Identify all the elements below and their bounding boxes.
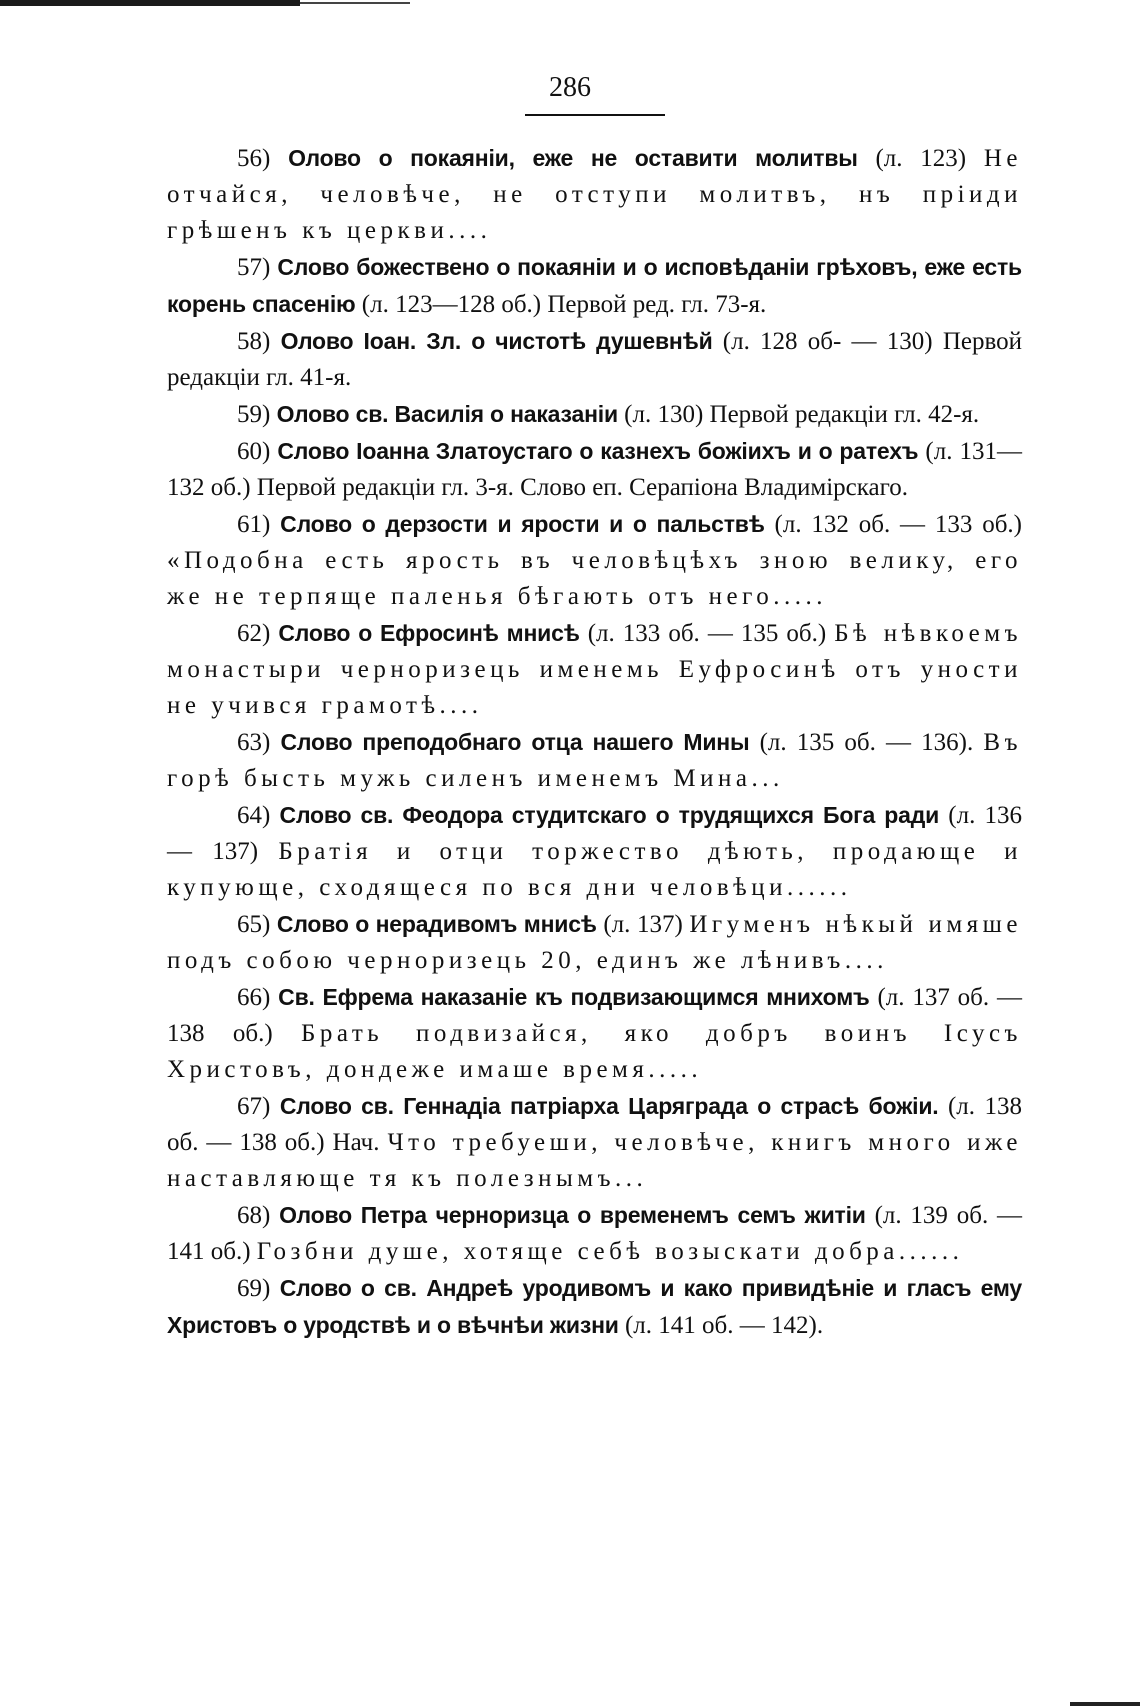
entry-list: [167, 140, 1022, 1344]
entry-incipit: Въ горѣ бысть мужь силенъ именемъ Мина...: [167, 729, 1022, 792]
catalog-entry: [167, 140, 1022, 249]
catalog-entry: [167, 1270, 1022, 1344]
page-number: 286: [549, 72, 591, 103]
entry-folio-reference: (л. 133 об. — 135 об.): [587, 620, 827, 647]
entry-number: 56): [237, 145, 271, 172]
top-edge-rule-tail: [300, 2, 410, 4]
entry-title: Олово Iоан. Зл. о чистотѣ душевнѣй: [280, 328, 713, 354]
entry-number: 61): [237, 511, 271, 538]
entry-incipit: «Подобна есть ярость въ человѣцѣхъ зною велику, его же не терпяще паленья бѣгають отъ него.....: [167, 547, 1022, 610]
entry-number: 57): [237, 254, 271, 281]
entry-incipit: Игуменъ нѣкый имяше подъ собою черноризець 20, единъ же лѣнивъ....: [167, 911, 1023, 974]
entry-incipit: Бѣ нѣвкоемъ монастыри черноризець именемь Еуфросинѣ отъ уности не учився грамотѣ....: [167, 620, 1023, 719]
entry-incipit: Брать подвизайся, яко добръ воинъ Iсусъ Христовъ, дондеже имаше время.....: [167, 1020, 1022, 1083]
entry-title: Слово преподобнаго отца нашего Мины: [280, 729, 750, 755]
entry-title: Олово св. Василiя о наказанiи: [276, 401, 618, 427]
entry-title: Олово о покаянiи, еже не оставити молитвы: [288, 145, 858, 171]
entry-folio-reference: (л. 123): [875, 145, 967, 172]
catalog-entry: [167, 1197, 1022, 1270]
entry-number: 64): [237, 802, 271, 829]
catalog-entry: [167, 433, 1022, 506]
entry-folio-reference: (л. 137): [603, 911, 683, 938]
page-number-rule: [525, 114, 665, 116]
entry-folio-reference: (л. 131—132 об.) Первой редакцiи гл. 3-я. Слово еп. Серапiона Владимiрскаго.: [167, 438, 1022, 501]
entry-number: 69): [237, 1275, 271, 1302]
entry-number: 62): [237, 620, 271, 647]
entry-incipit: Не отчайся, человѣче, не отступи молитвъ, нъ прiиди грѣшенъ къ церкви....: [167, 145, 1023, 244]
catalog-entry: [167, 724, 1022, 797]
entry-number: 66): [237, 984, 271, 1011]
entry-incipit: Гозбни душе, хотяще себѣ возыскати добра......: [256, 1238, 964, 1265]
entry-folio-reference: (л. 128 об- — 130) Первой редакцiи гл. 41-я.: [167, 328, 1022, 391]
catalog-entry: [167, 906, 1022, 979]
entry-title: Слово о Ефросинѣ мнисѣ: [278, 620, 580, 646]
entry-incipit: Братiя и отци торжество дѣють, продающе и купующе, сходящеся по вся дни человѣци......: [167, 838, 1022, 901]
catalog-entry: [167, 797, 1022, 906]
catalog-entry: [167, 323, 1022, 396]
entry-title: Слово о св. Андреѣ уродивомъ и како привидѣнiе и гласъ ему Христовъ о уродствѣ и о вѣчнѣи жизни: [167, 1275, 1022, 1338]
entry-title: Олово Петра черноризца о временемъ семъ житiи: [279, 1202, 866, 1228]
catalog-entry: [167, 249, 1022, 323]
entry-number: 63): [237, 729, 271, 756]
entry-number: 58): [237, 328, 271, 355]
entry-title: Слово божествено о покаянiи и о исповѣданiи грѣховъ, еже есть корень спасенiю: [167, 254, 1022, 317]
entry-folio-reference: (л. 132 об. — 133 об.): [774, 511, 1022, 538]
entry-title: Слово Iоанна Златоустаго о казнехъ божiихъ и о ратехъ: [277, 438, 919, 464]
top-edge-rule: [0, 0, 300, 6]
entry-folio-reference: (л. 139 об. — 141 об.): [167, 1202, 1023, 1265]
catalog-entry: [167, 615, 1022, 724]
entry-folio-reference: (л. 138 об. — 138 об.) Нач.: [167, 1093, 1023, 1156]
entry-folio-reference: (л. 123—128 об.) Первой ред. гл. 73-я.: [361, 291, 767, 318]
catalog-entry: [167, 979, 1022, 1088]
entry-folio-reference: (л. 137 об. — 138 об.): [167, 984, 1022, 1047]
entry-folio-reference: (л. 135 об. — 136).: [759, 729, 974, 756]
entry-folio-reference: (л. 141 об. — 142).: [624, 1312, 824, 1339]
entry-number: 67): [237, 1093, 271, 1120]
entry-title: Слово св. Геннадiа патрiарха Царяграда о страсѣ божiи.: [279, 1093, 939, 1119]
entry-title: Слово св. Феодора студитскаго о трудящихся Бога ради: [279, 802, 940, 828]
entry-title: Слово о дерзости и ярости и о пальствѣ: [280, 511, 765, 537]
catalog-entry: [167, 506, 1022, 615]
catalog-entry: [167, 1088, 1022, 1197]
entry-folio-reference: (л. 130) Первой редакцiи гл. 42-я.: [624, 401, 980, 428]
entry-incipit: Что требуеши, человѣче, книгъ много иже наставляюще тя къ полезнымъ...: [167, 1129, 1022, 1192]
entry-number: 65): [237, 911, 271, 938]
entry-number: 60): [237, 438, 271, 465]
entry-title: Слово о нерадивомъ мнисѣ: [276, 911, 597, 937]
entry-number: 59): [237, 401, 271, 428]
corner-mark: [1070, 1702, 1140, 1706]
entry-folio-reference: (л. 136 — 137): [167, 802, 1023, 865]
catalog-entry: [167, 396, 1022, 433]
entry-number: 68): [237, 1202, 271, 1229]
entry-title: Св. Ефрема наказанiе къ подвизающимся мнихомъ: [278, 984, 870, 1010]
